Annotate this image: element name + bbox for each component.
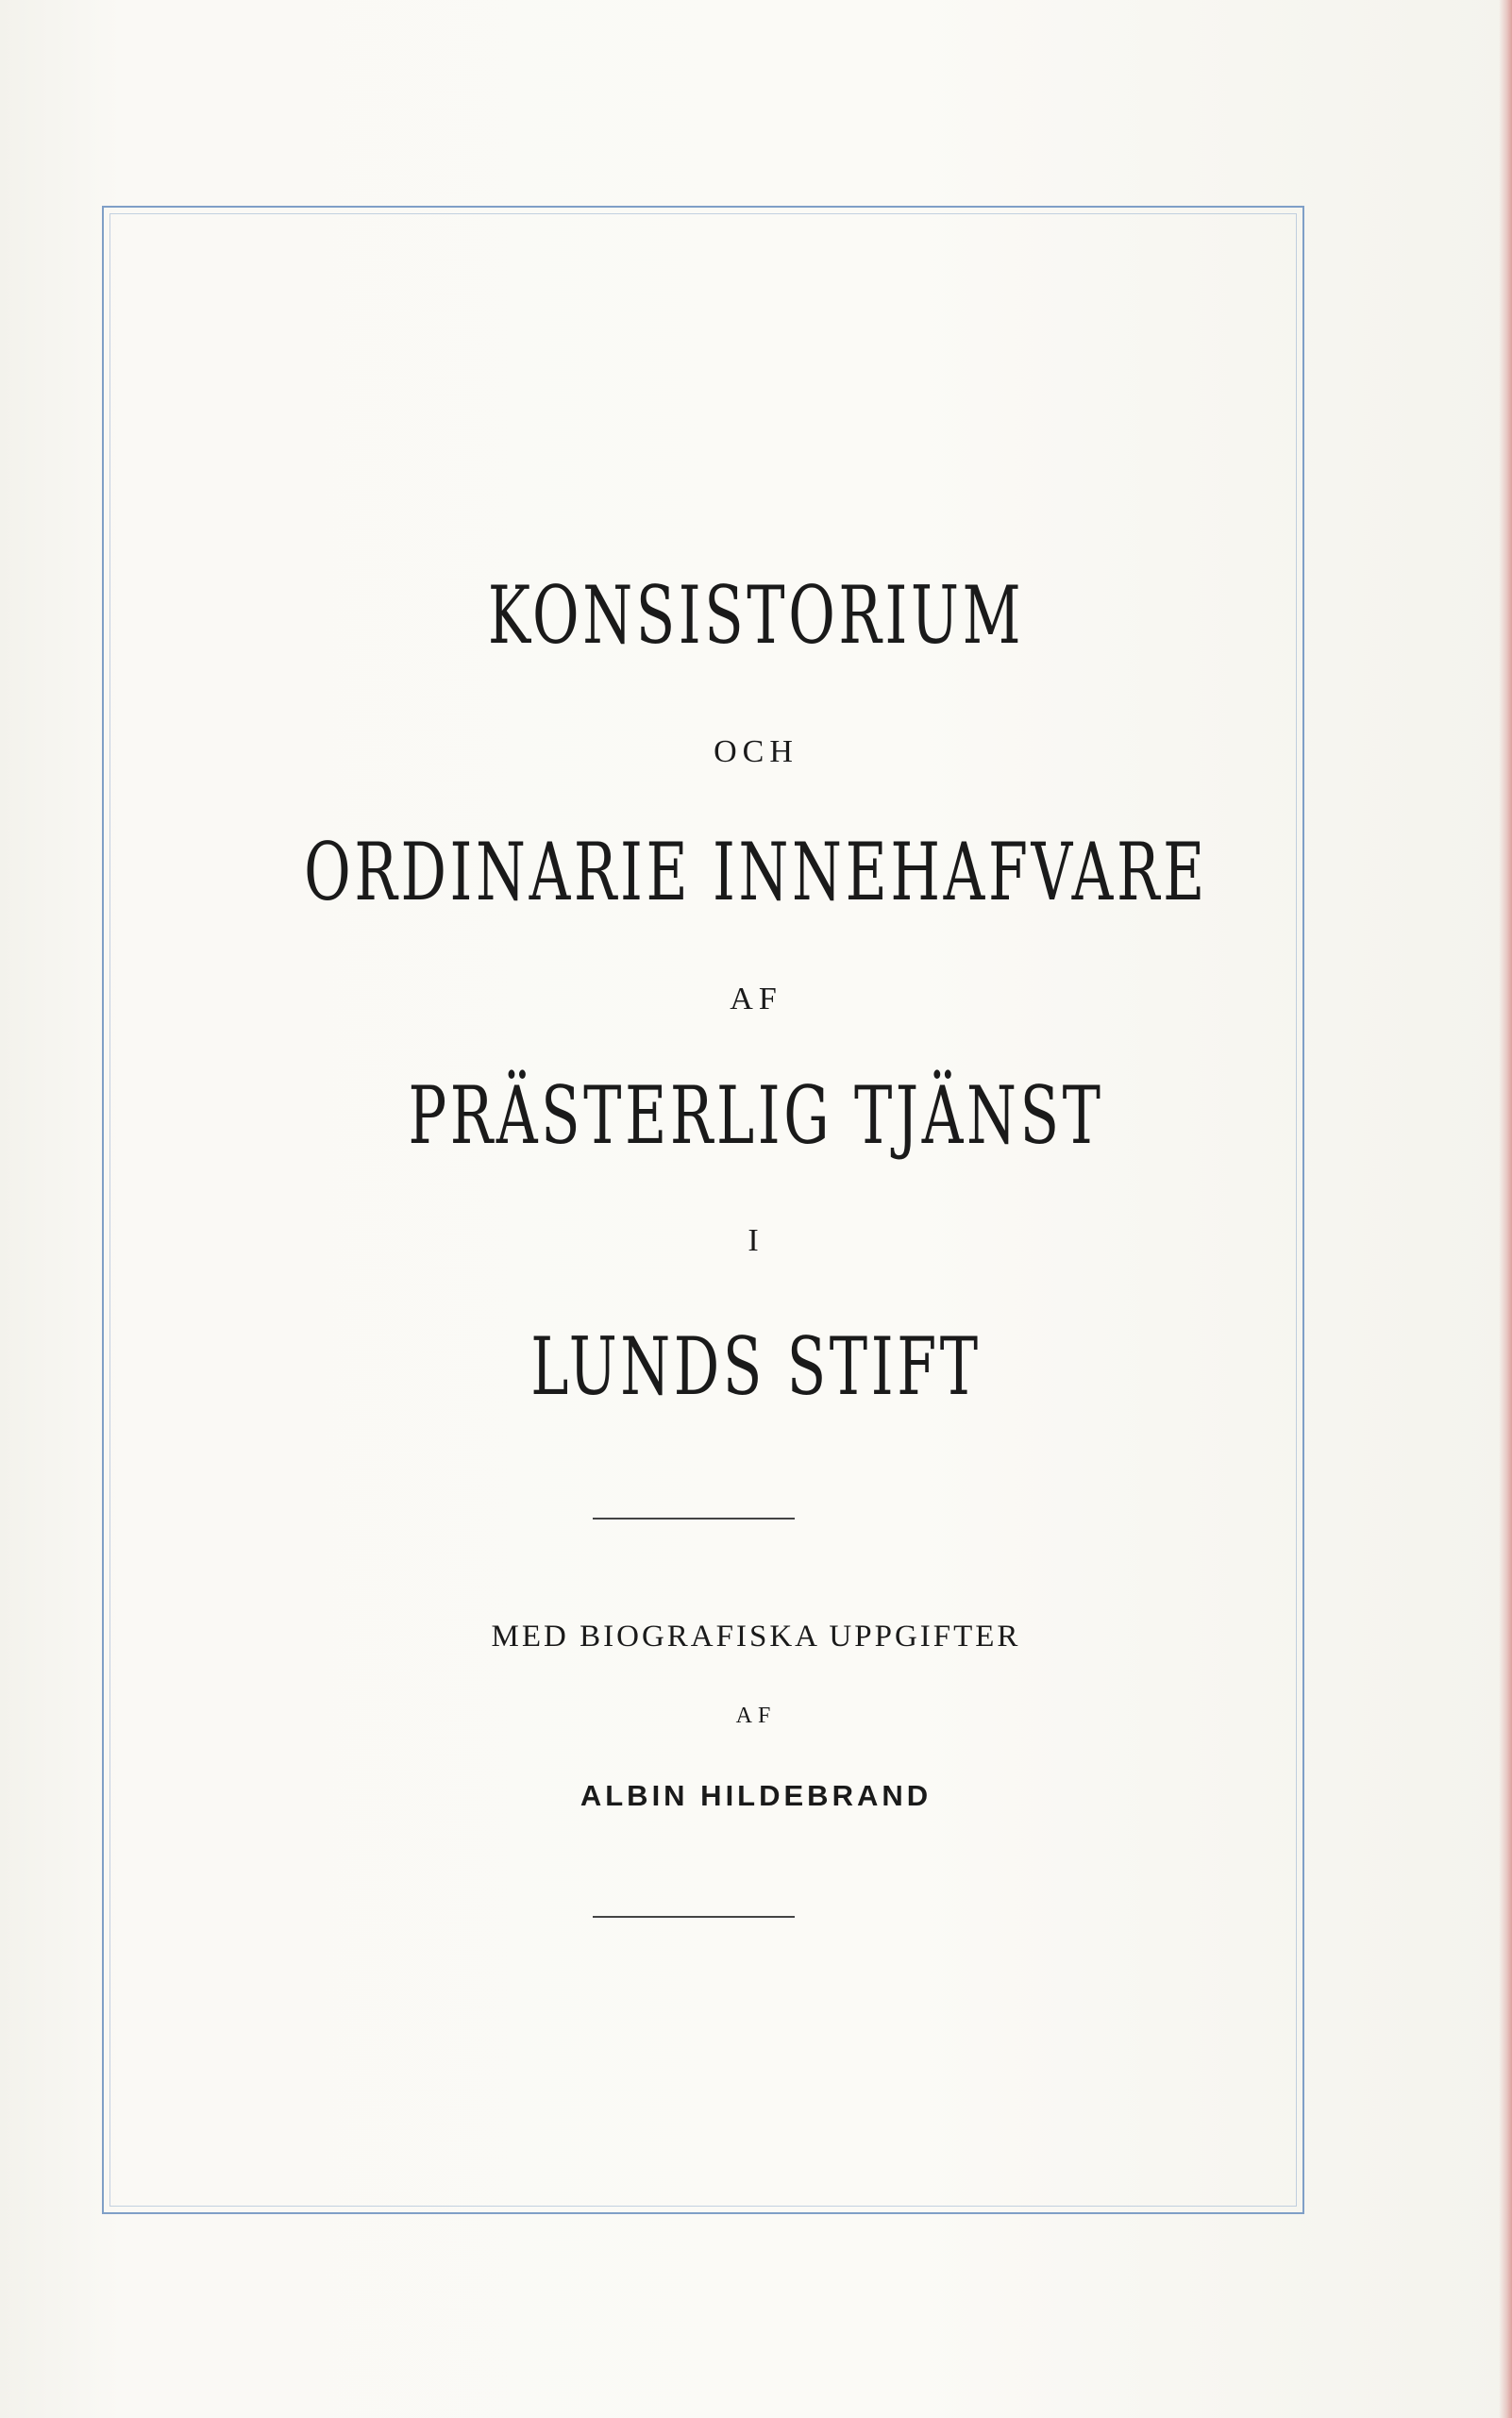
connector-i: I <box>748 1223 764 1258</box>
decorative-border-frame <box>102 206 1304 2214</box>
decorative-border-inner <box>109 213 1297 2207</box>
title-line-ordinarie-innehafvare: ORDINARIE INNEHAFVARE <box>304 826 1208 918</box>
divider-rule-bottom <box>593 1916 795 1918</box>
connector-och: OCH <box>714 734 798 769</box>
author-name: ALBIN HILDEBRAND <box>580 1779 932 1812</box>
page-edge-tint <box>1499 0 1512 2418</box>
connector-af-1: AF <box>730 982 782 1016</box>
connector-af-2: AF <box>735 1704 777 1728</box>
title-line-konsistorium: KONSISTORIUM <box>487 569 1025 662</box>
title-line-lunds-stift: LUNDS STIFT <box>530 1320 982 1413</box>
title-line-prasterlig-tjanst: PRÄSTERLIG TJÄNST <box>408 1069 1104 1162</box>
divider-rule-top <box>593 1518 795 1520</box>
subtitle-biografiska: MED BIOGRAFISKA UPPGIFTER <box>491 1620 1021 1654</box>
